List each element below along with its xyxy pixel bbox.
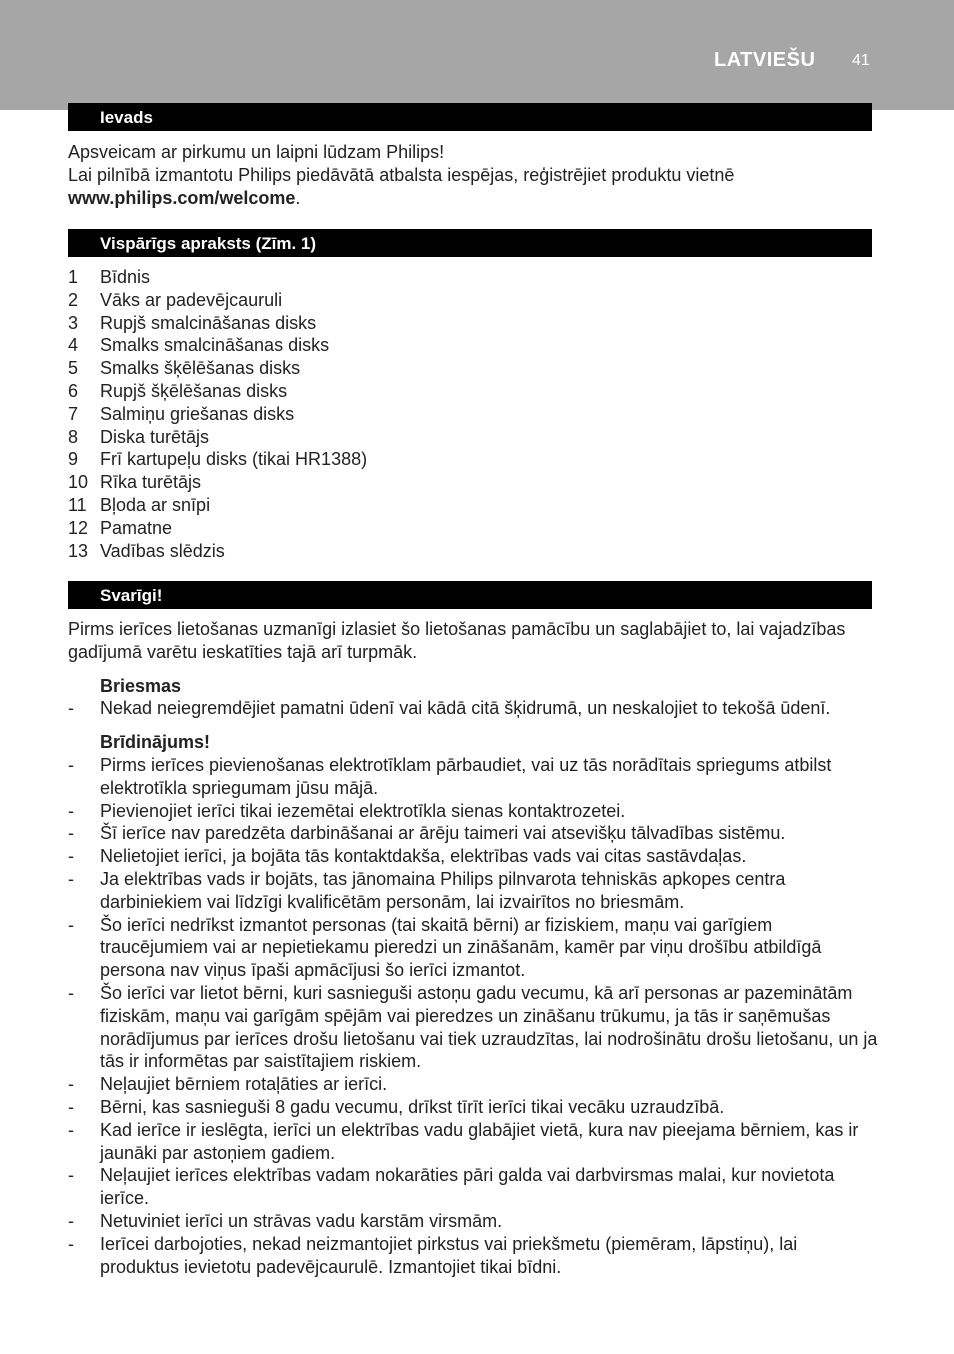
- warning-item-marker: -: [68, 800, 74, 821]
- part-item-marker: 9: [68, 449, 79, 470]
- part-item-marker: 12: [68, 517, 89, 538]
- part-item-text: Bļoda ar snīpi: [100, 494, 211, 515]
- part-item-text: Rupjš smalcināšanas disks: [100, 312, 317, 333]
- warning-item-marker: -: [68, 1074, 74, 1095]
- warning-item-text: Bērni, kas sasnieguši 8 gadu vecumu, drīkst tīrīt ierīci tikai vecāku uzraudzībā.: [100, 1096, 725, 1117]
- warning-item-text: Ierīcei darbojoties, nekad neizmantojiet pirkstus vai priekšmetu (piemēram, lāpstiņu), lai produktus ievietotu padevējcaurulē. Izmantojiet tikai bīdni.: [100, 1233, 798, 1277]
- part-item: [68, 289, 878, 312]
- part-item-text: Smalks smalcināšanas disks: [100, 335, 330, 356]
- part-item: [68, 426, 878, 449]
- danger-item-marker: -: [68, 698, 74, 719]
- part-item-text: Rupjš šķēlēšanas disks: [100, 380, 288, 401]
- warning-item-marker: -: [68, 1233, 74, 1254]
- part-item-text: Vāks ar padevējcauruli: [100, 289, 283, 310]
- part-item-marker: 10: [68, 472, 89, 493]
- part-item: [68, 403, 878, 426]
- welcome-url[interactable]: www.philips.com/welcome: [68, 187, 296, 208]
- warning-item-text: Pirms ierīces pievienošanas elektrotīklam pārbaudiet, vai uz tās norādītais spriegums atbilst elektrotīkla spriegumam jūsu mājā.: [100, 754, 832, 798]
- warning-item-text: Ja elektrības vads ir bojāts, tas jānomaina Philips pilnvarota tehniskās apkopes centra darbiniekiem vai līdzīgi kvalificētām personām, lai izvairītos no briesmām.: [100, 868, 786, 912]
- warning-item-marker: -: [68, 754, 74, 775]
- warning-item-marker: -: [68, 914, 74, 935]
- warning-item-marker: -: [68, 823, 74, 844]
- part-item: [68, 312, 878, 335]
- part-item: [68, 380, 878, 403]
- warning-item-text: Šī ierīce nav paredzēta darbināšanai ar ārēju taimeri vai atsevišķu tālvadības sistēmu.: [100, 823, 786, 844]
- warning-item: [68, 1164, 878, 1210]
- warning-item: [68, 914, 878, 982]
- part-item-marker: 13: [68, 540, 89, 561]
- intro-line-3: [68, 187, 878, 210]
- part-item-text: Pamatne: [100, 517, 173, 538]
- part-item-text: Rīka turētājs: [100, 472, 202, 493]
- warning-item: [68, 845, 878, 868]
- part-item: [68, 540, 878, 563]
- part-item-marker: 2: [68, 289, 79, 310]
- warning-item: [68, 754, 878, 800]
- intro-text: [68, 141, 878, 209]
- parts-list: [68, 266, 878, 562]
- warning-item-marker: -: [68, 1165, 74, 1186]
- warning-item-text: Nelietojiet ierīci, ja bojāta tās kontaktdakša, elektrības vads vai citas sastāvdaļas.: [100, 846, 747, 867]
- warning-item: [68, 1073, 878, 1096]
- danger-title: Briesmas: [100, 675, 182, 696]
- top-header-band: [0, 0, 954, 110]
- warning-title: Brīdinājums!: [100, 732, 211, 753]
- part-item-marker: 3: [68, 312, 79, 333]
- part-item-text: Frī kartupeļu disks (tikai HR1388): [100, 449, 368, 470]
- warning-item-text: Neļaujiet ierīces elektrības vadam nokarāties pāri galda vai darbvirsmas malai, kur novietota ierīce.: [100, 1165, 835, 1209]
- part-item: [68, 494, 878, 517]
- part-item-text: Salmiņu griešanas disks: [100, 403, 295, 424]
- warning-item: [68, 868, 878, 914]
- part-item: [68, 471, 878, 494]
- part-item-marker: 4: [68, 335, 79, 356]
- important-section: [68, 618, 878, 1278]
- section-header-intro: Ievads: [68, 103, 872, 131]
- intro-line-2: Lai pilnībā izmantotu Philips piedāvātā atbalsta iespējas, reģistrējiet produktu vietnē: [68, 164, 735, 185]
- part-item-marker: 11: [68, 494, 87, 515]
- part-item-text: Bīdnis: [100, 267, 151, 287]
- danger-item: [68, 697, 878, 720]
- warning-item: [68, 1210, 878, 1233]
- part-item: [68, 448, 878, 471]
- part-item-marker: 5: [68, 358, 79, 379]
- warning-item: [68, 1233, 878, 1279]
- warning-item-text: Šo ierīci var lietot bērni, kuri sasnieguši astoņu gadu vecumu, kā arī personas ar pazeminātām fiziskām, maņu vai garīgām spējām vai pieredzes un zināšanu trūkumu, ja tās ir saņēmušas norādījumus par ierīces drošu lietošanu vai tiek uzraudzītas, lai nodrošinātu drošu lietošanu, un ja tās ir informētas par saistītajiem riskiem.: [100, 982, 878, 1072]
- warning-item-text: Netuviniet ierīci un strāvas vadu karstām virsmām.: [100, 1210, 503, 1231]
- warning-item-marker: -: [68, 868, 74, 889]
- warning-item-marker: -: [68, 1210, 74, 1231]
- part-item-marker: 8: [68, 426, 79, 447]
- warning-item-text: Neļaujiet bērniem rotaļāties ar ierīci.: [100, 1074, 388, 1095]
- warning-item-marker: -: [68, 1119, 74, 1140]
- part-item-text: Vadības slēdzis: [100, 540, 225, 561]
- part-item-text: Smalks šķēlēšanas disks: [100, 358, 301, 379]
- warning-item-text: Šo ierīci nedrīkst izmantot personas (tai skaitā bērni) ar fiziskiem, maņu vai garīgiem traucējumiem vai ar nepietiekamu pieredzi un zināšanām, kamēr par viņu drošību atbildīgā persona nav viņus īpaši apmācījusi šo ierīci izmantot.: [100, 914, 822, 981]
- warning-item-marker: -: [68, 1096, 74, 1117]
- part-item-text: Diska turētājs: [100, 426, 210, 447]
- warning-item-marker: -: [68, 846, 74, 867]
- important-intro: Pirms ierīces lietošanas uzmanīgi izlasiet šo lietošanas pamācību un saglabājiet to, lai vajadzības gadījumā varētu ieskatīties tajā arī turpmāk.: [68, 619, 846, 662]
- warning-item-text: Pievienojiet ierīci tikai iezemētai elektrotīkla sienas kontaktrozetei.: [100, 800, 626, 821]
- part-item: [68, 517, 878, 540]
- part-item: [68, 334, 878, 357]
- part-item-marker: 1: [68, 267, 79, 287]
- part-item-marker: 6: [68, 380, 79, 401]
- warning-item: [68, 1096, 878, 1119]
- warning-item-marker: -: [68, 982, 74, 1003]
- part-item-marker: 7: [68, 403, 79, 424]
- warning-item: [68, 800, 878, 823]
- warning-item: [68, 822, 878, 845]
- warning-item: [68, 1119, 878, 1165]
- warning-item: [68, 982, 878, 1073]
- intro-line-1: Apsveicam ar pirkumu un laipni lūdzam Philips!: [68, 142, 445, 162]
- page-number: 41: [852, 52, 870, 69]
- language-label: LATVIEŠU: [714, 49, 816, 71]
- danger-item-text: Nekad neiegremdējiet pamatni ūdenī vai kādā citā šķidrumā, un neskalojiet to tekošā ūdenī.: [100, 698, 831, 719]
- warning-item-text: Kad ierīce ir ieslēgta, ierīci un elektrības vadu glabājiet vietā, kura nav pieejama bērniem, kas ir jaunāki par astoņiem gadiem.: [100, 1119, 859, 1163]
- url-suffix: .: [295, 187, 301, 208]
- section-header-important: Svarīgi!: [68, 581, 872, 609]
- section-header-general: Vispārīgs apraksts (Zīm. 1): [68, 229, 872, 257]
- part-item: [68, 266, 878, 289]
- part-item: [68, 357, 878, 380]
